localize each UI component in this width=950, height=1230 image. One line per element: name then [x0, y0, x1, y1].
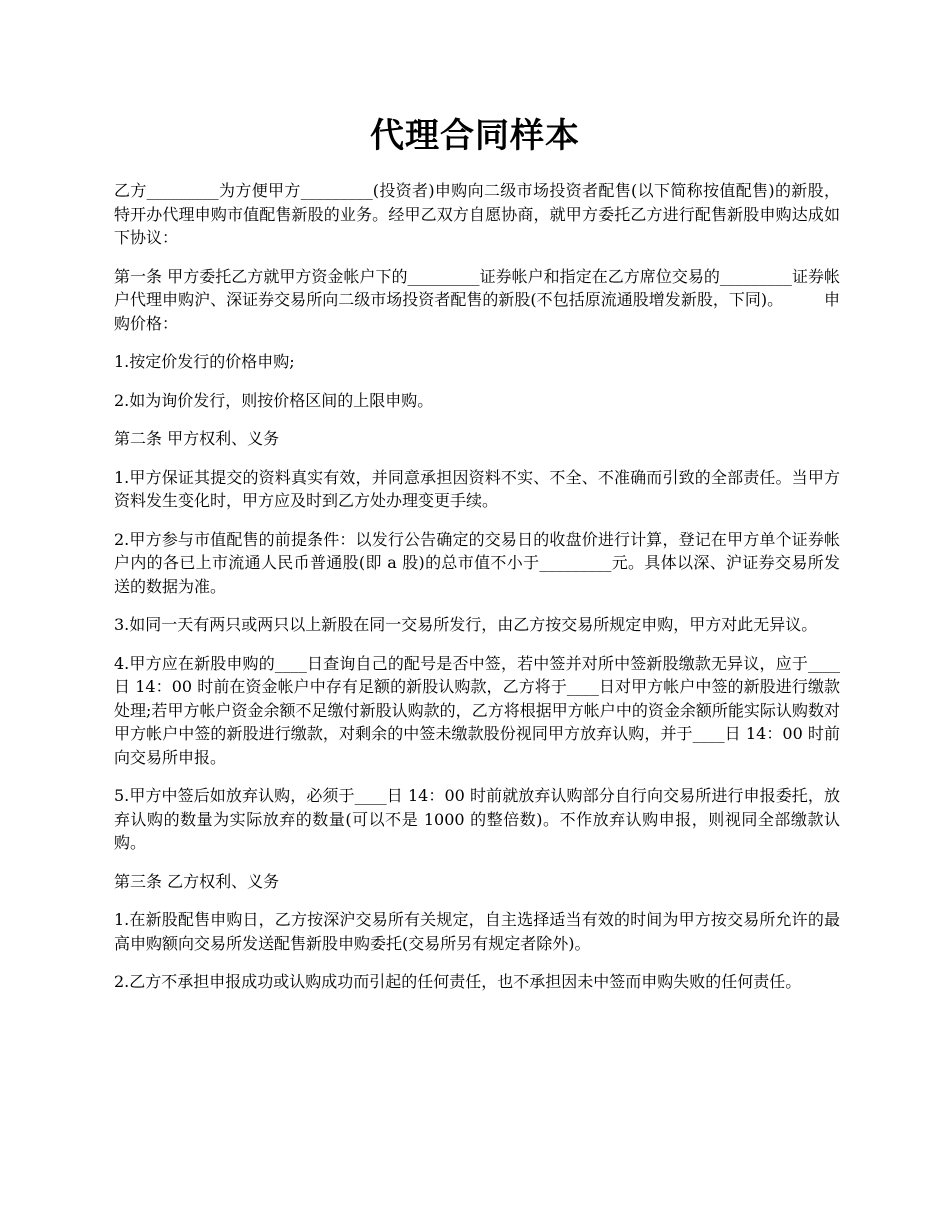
- paragraph-article-1: 第一条 甲方委托乙方就甲方资金帐户下的_________证券帐户和指定在乙方席位交易的_________证券帐户代理申购沪、深证券交易所向二级市场投资者配售的新股(不包括原流通股增发新股，下同)。 申购价格：: [114, 266, 840, 333]
- heading-article-2: 第二条 甲方权利、义务: [114, 429, 280, 448]
- paragraph-party-a-1: 1.甲方保证其提交的资料真实有效，并同意承担因资料不实、不全、不准确而引致的全部责任。当甲方资料发生变化时，甲方应及时到乙方处办理变更手续。: [114, 467, 840, 510]
- paragraph-party-a-2: 2.甲方参与市值配售的前提条件：以发行公告确定的交易日的收盘价进行计算，登记在甲方单个证券帐户内的各已上市流通人民币普通股(即 a 股)的总市值不小于_________元。具体以深、沪证券交易所发送的数据为准。: [114, 529, 840, 596]
- paragraph-party-a-5: 5.甲方中签后如放弃认购，必须于____日 14：00 时前就放弃认购部分自行向交易所进行申报委托，放弃认购的数量为实际放弃的数量(可以不是 1000 的整倍数)。不作放弃认购申报，则视同全部缴款认购。: [114, 786, 840, 852]
- paragraph-price-inquiry: 2.如为询价发行，则按价格区间的上限申购。: [114, 390, 434, 410]
- paragraph-price-fixed: 1.按定价发行的价格申购;: [114, 352, 295, 371]
- document-body: [114, 179, 840, 1009]
- heading-article-3: 第三条 乙方权利、义务: [114, 871, 280, 891]
- paragraph-party-b-1: 1.在新股配售申购日，乙方按深沪交易所有关规定，自主选择适当有效的时间为甲方按交易所允许的最高申购额向交易所发送配售新股申购委托(交易所另有规定者除外)。: [114, 910, 840, 953]
- paragraph-party-a-4: 4.甲方应在新股申购的____日查询自己的配号是否中签，若中签并对所中签新股缴款无异议，应于____日 14：00 时前在资金帐户中存有足额的新股认购款，乙方将于____日对甲方帐户中签的新股进行缴款处理;若甲方帐户资金余额不足缴付新股认购款的，乙方将根据甲方帐户中的资金余额所能实际认购数对甲方帐户中签的新股进行缴款，对剩余的中签未缴款股份视同甲方放弃认购，并于____日 14：00 时前向交易所申报。: [114, 653, 840, 767]
- paragraph-intro: 乙方_________为方便甲方_________(投资者)申购向二级市场投资者配售(以下简称按值配售)的新股，特开办代理申购市值配售新股的业务。经甲乙双方自愿协商，就甲方委托乙方进行配售新股申购达成如下协议：: [114, 181, 840, 247]
- paragraph-party-a-3: 3.如同一天有两只或两只以上新股在同一交易所发行，由乙方按交易所规定申购，甲方对此无异议。: [114, 615, 818, 634]
- document-title: 代理合同样本: [370, 116, 580, 156]
- paragraph-party-b-2: 2.乙方不承担申报成功或认购成功而引起的任何责任，也不承担因未中签而申购失败的任何责任。: [114, 972, 802, 991]
